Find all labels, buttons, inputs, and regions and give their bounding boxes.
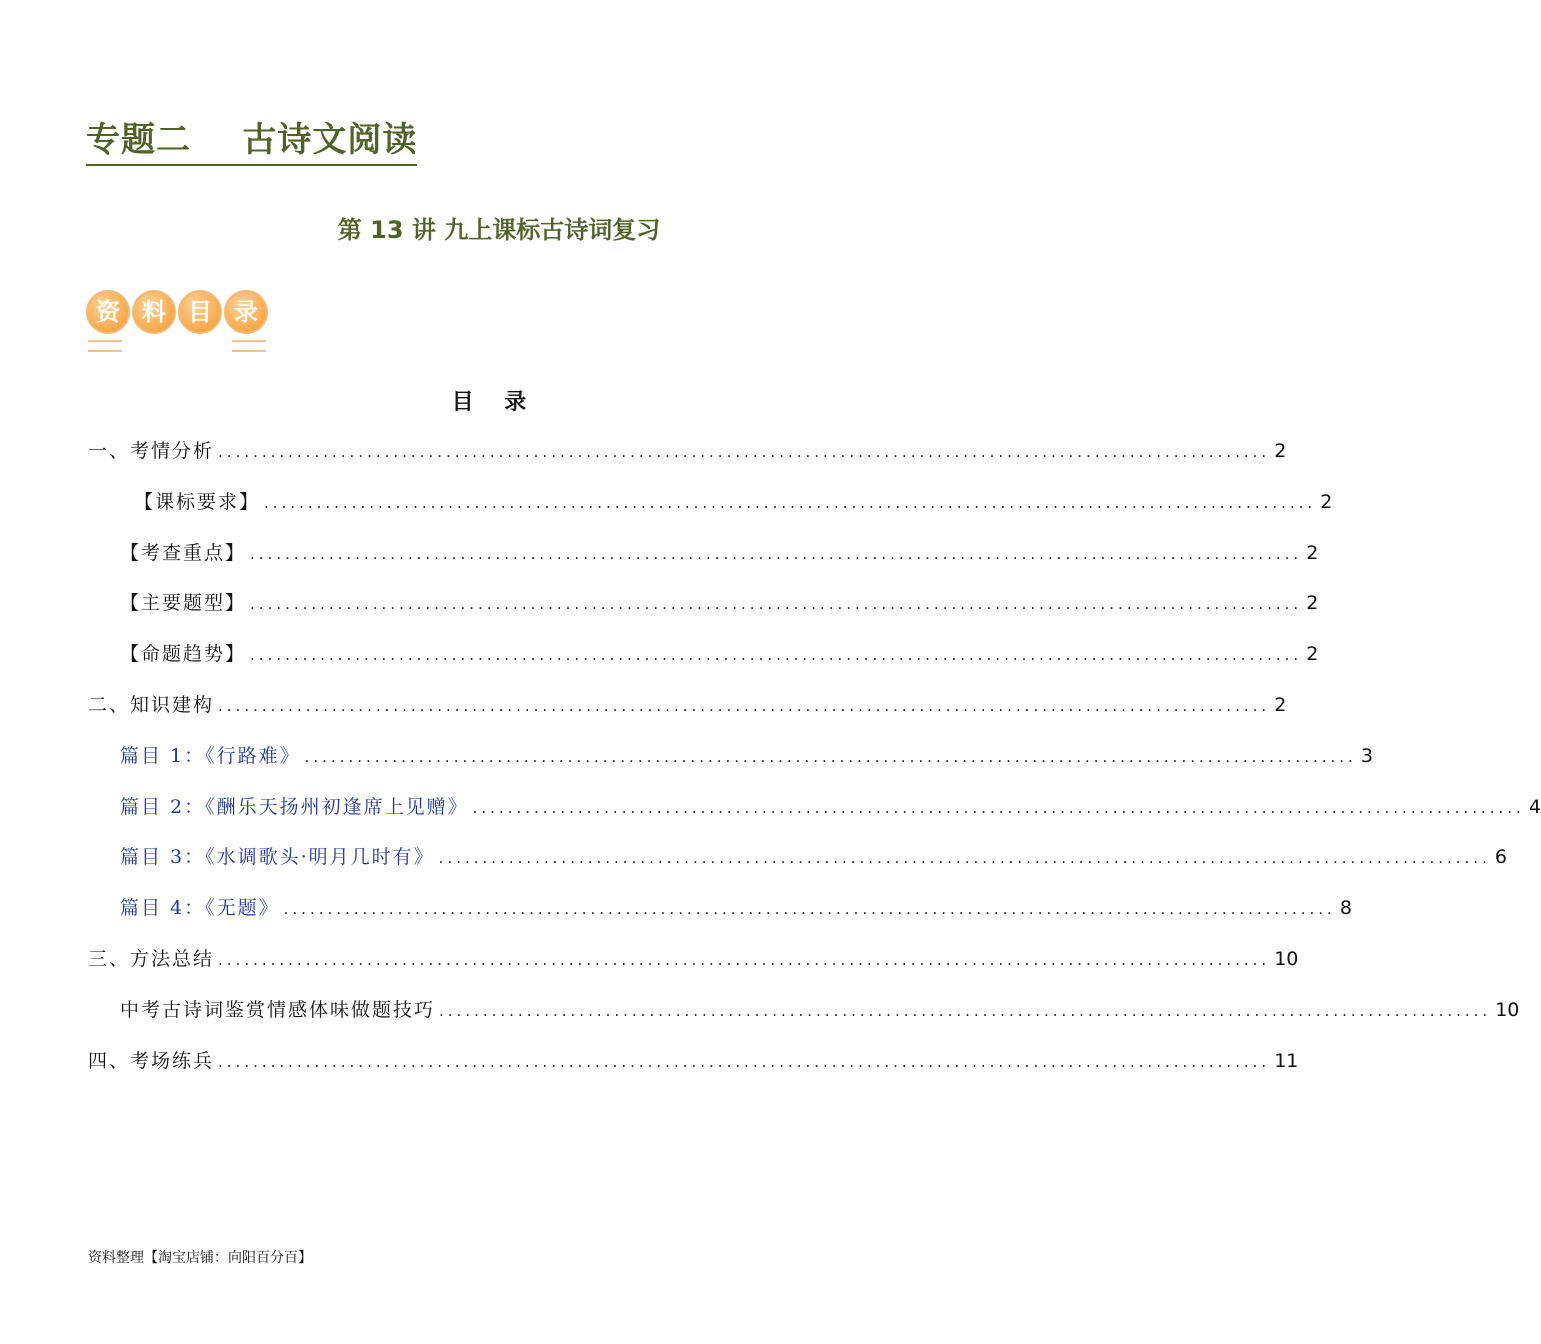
- topic-title: 专题二 古诗文阅读: [86, 118, 417, 166]
- toc-dot-leader: ........................................................................................................................: [218, 697, 1271, 715]
- toc-entry[interactable]: [120, 538, 1319, 569]
- toc-entry[interactable]: [88, 944, 1299, 975]
- toc-entry-label: 篇目 3：《水调歌头·明月几时有》: [120, 846, 435, 869]
- badge-char: 资: [86, 290, 130, 334]
- toc-entry[interactable]: [134, 487, 1333, 518]
- toc-entry-label: 中考古诗词鉴赏情感体味做题技巧: [120, 998, 436, 1021]
- toc-entry-page: 2: [1306, 643, 1319, 666]
- toc-entry-label: 四、考场练兵: [88, 1049, 215, 1072]
- toc-entry[interactable]: [120, 792, 1541, 823]
- toc-dot-leader: ........................................................................................................................: [472, 798, 1525, 817]
- badge-char: 料: [132, 290, 176, 334]
- toc-entry[interactable]: [88, 436, 1287, 467]
- toc-entry-page: 10: [1274, 948, 1299, 970]
- toc-entry-page: 2: [1306, 541, 1319, 564]
- toc-entry[interactable]: [120, 588, 1319, 619]
- toc-entry[interactable]: [120, 995, 1520, 1026]
- toc-entry[interactable]: [88, 690, 1287, 721]
- toc-entry-label: 【考查重点】: [120, 541, 247, 564]
- toc-dot-leader: ........................................................................................................................: [250, 646, 1303, 665]
- badge-char: 录: [224, 290, 268, 334]
- toc-dot-leader: ........................................................................................................................: [250, 544, 1303, 563]
- toc-entry[interactable]: [88, 1046, 1299, 1077]
- toc-entry[interactable]: [120, 842, 1507, 873]
- toc-entry-label: 【主要题型】: [120, 592, 247, 615]
- toc-entry-label: 三、方法总结: [88, 948, 215, 970]
- toc-entry-label: 二、知识建构: [88, 694, 215, 716]
- toc-entry-label: 篇目 4：《无题》: [120, 897, 280, 920]
- toc-dot-leader: ........................................................................................................................: [264, 493, 1317, 512]
- toc-entry-page: 3: [1360, 744, 1373, 767]
- toc-entry[interactable]: [120, 893, 1352, 924]
- toc-entry-page: 8: [1339, 897, 1352, 920]
- toc-dot-leader: ........................................................................................................................: [439, 1001, 1492, 1020]
- footer-note: 资料整理【淘宝店铺：向阳百分百】: [88, 1250, 312, 1266]
- toc-entry-page: 2: [1306, 592, 1319, 615]
- toc-entry-page: 4: [1528, 795, 1541, 818]
- badge-decoration-left: [88, 340, 122, 352]
- lecture-title: 第 13 讲 九上课标古诗词复习: [337, 216, 661, 244]
- toc-entry-page: 11: [1274, 1049, 1299, 1072]
- toc-entry[interactable]: [120, 741, 1373, 772]
- toc-entry-page: 2: [1320, 490, 1333, 513]
- badge-char: 目: [178, 290, 222, 334]
- toc-entry-label: 一、考情分析: [88, 440, 215, 462]
- toc-entry-page: 2: [1274, 694, 1287, 716]
- toc-dot-leader: ........................................................................................................................: [218, 443, 1271, 461]
- toc-entry-label: 【命题趋势】: [120, 643, 247, 666]
- toc-badge: [86, 290, 276, 352]
- toc-dot-leader: ........................................................................................................................: [218, 1052, 1271, 1071]
- badge-decoration-right: [232, 340, 266, 352]
- toc-entry-page: 6: [1494, 846, 1507, 869]
- toc-dot-leader: ........................................................................................................................: [250, 595, 1303, 614]
- toc-dot-leader: ........................................................................................................................: [218, 951, 1271, 969]
- toc-dot-leader: ........................................................................................................................: [438, 849, 1491, 868]
- toc-entry-page: 10: [1495, 998, 1520, 1021]
- toc-dot-leader: ........................................................................................................................: [304, 747, 1357, 766]
- toc-entry-label: 【课标要求】: [134, 490, 261, 513]
- toc-entry-page: 2: [1274, 440, 1287, 462]
- toc-heading: 目 录: [451, 389, 527, 415]
- toc-entry[interactable]: [120, 639, 1319, 670]
- toc-entry-label: 篇目 2：《酬乐天扬州初逢席上见赠》: [120, 795, 469, 818]
- toc-entry-label: 篇目 1：《行路难》: [120, 744, 301, 767]
- toc-dot-leader: ........................................................................................................................: [283, 900, 1336, 919]
